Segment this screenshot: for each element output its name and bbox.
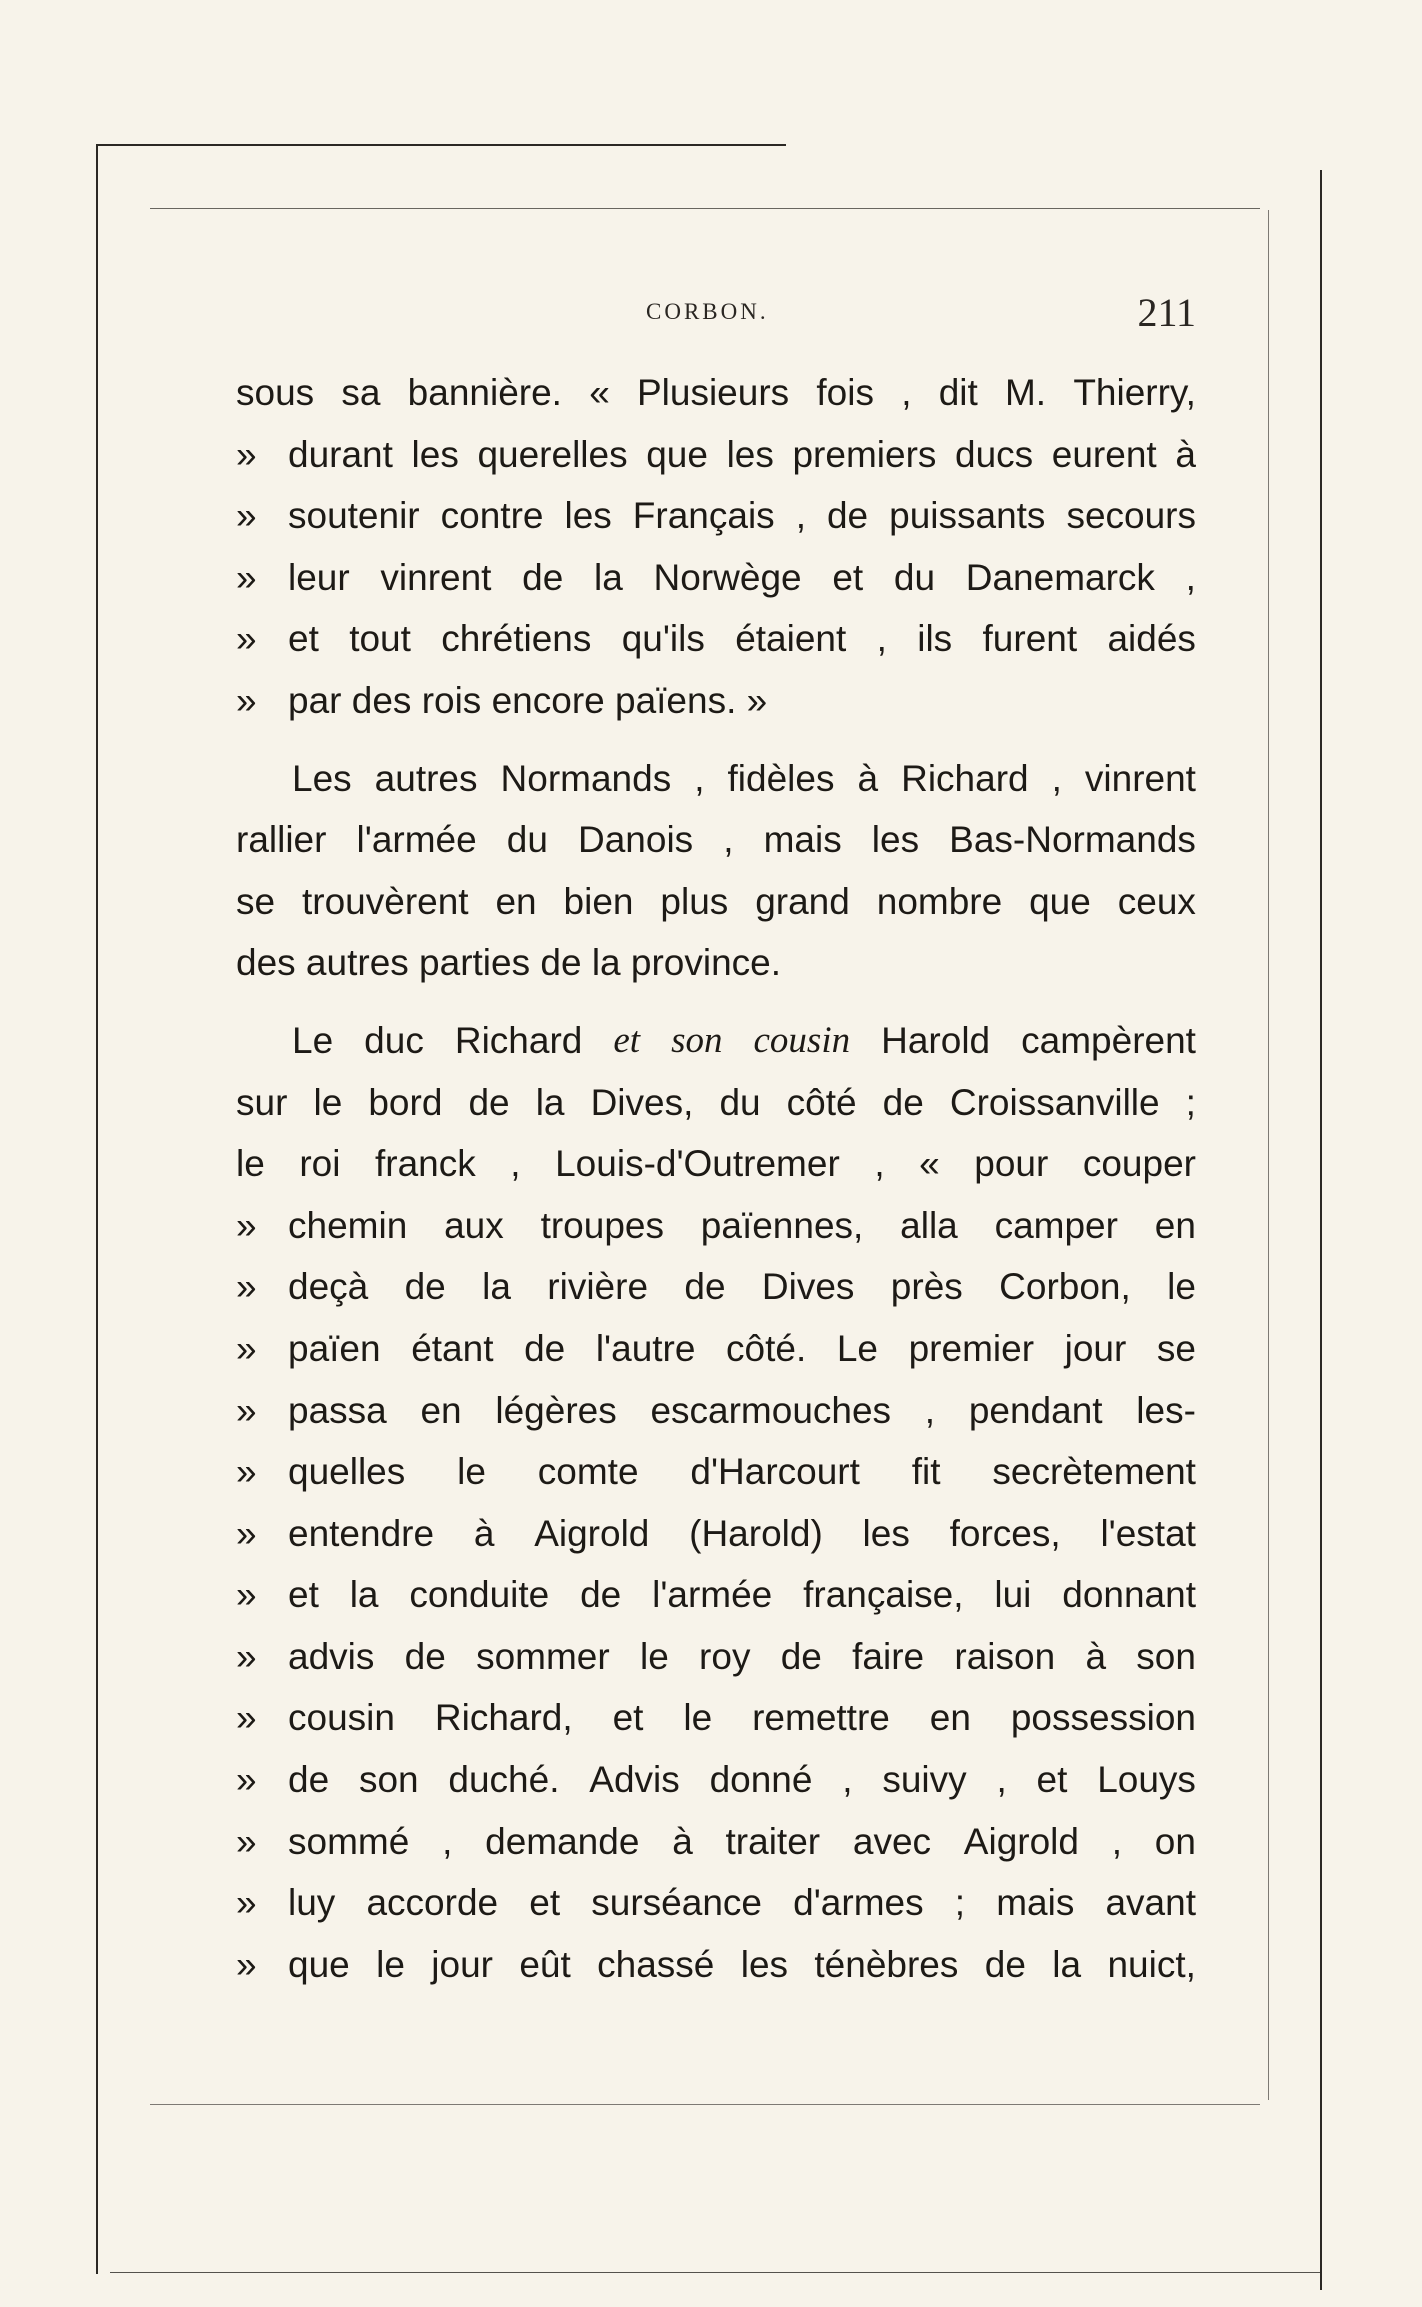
word: , (1051, 757, 1062, 799)
word: raison (954, 1635, 1056, 1677)
word: puissants (889, 495, 1046, 537)
line-text (288, 547, 1196, 609)
word: légères (495, 1389, 617, 1431)
word: , (874, 1143, 885, 1185)
word: en (1154, 1204, 1196, 1246)
word: avant (1105, 1882, 1196, 1924)
word: luy (288, 1882, 336, 1924)
text-line (236, 424, 1196, 486)
word: que (1029, 880, 1091, 922)
word: la (349, 1574, 379, 1616)
word: le (313, 1081, 343, 1123)
word: , (996, 1759, 1007, 1801)
page-number: 211 (1137, 290, 1196, 335)
word: furent (982, 618, 1078, 660)
word: Louis-d'Outremer (555, 1143, 840, 1185)
word: donnant (1062, 1574, 1196, 1616)
word: côté. (726, 1327, 807, 1369)
guillemet: » (236, 1635, 257, 1677)
word: nuict, (1107, 1943, 1196, 1985)
frame-line-top-inner (150, 208, 1260, 209)
line-text (288, 1749, 1196, 1811)
word: fit (911, 1451, 941, 1493)
word: deçà (288, 1266, 369, 1308)
line-text (288, 1380, 1196, 1442)
word: camper (994, 1204, 1118, 1246)
line-text: par des rois encore païens. » (288, 679, 768, 721)
guillemet: » (236, 1389, 257, 1431)
guillemet: » (236, 1204, 257, 1246)
word: qu'ils (621, 618, 705, 660)
frame-line-right-inner (1268, 210, 1269, 2100)
word: mais (996, 1882, 1075, 1924)
line-text (292, 1010, 1196, 1072)
word: premier (908, 1327, 1035, 1369)
text-line (236, 670, 1196, 732)
word: accorde (366, 1882, 499, 1924)
word: côté (786, 1081, 857, 1123)
word: sous (236, 372, 315, 413)
text-line (236, 1503, 1196, 1565)
word: ; (1185, 1081, 1196, 1123)
word: en (929, 1697, 971, 1739)
word: à (857, 757, 879, 799)
frame-line-left (96, 144, 98, 2274)
word: à (672, 1820, 693, 1862)
word: quelles (288, 1451, 406, 1493)
word: rivière (547, 1266, 649, 1308)
word: l'armée (652, 1574, 773, 1616)
guillemet: » (236, 1266, 257, 1308)
word: son (671, 1019, 723, 1061)
word: de (524, 1327, 566, 1369)
guillemet: » (236, 495, 257, 537)
word: de (468, 1081, 510, 1123)
line-text (236, 1072, 1196, 1134)
word: la (482, 1266, 511, 1308)
word: , (795, 495, 806, 537)
text-line (236, 1811, 1196, 1873)
word: que (646, 433, 708, 475)
word: jour (1064, 1327, 1127, 1369)
word: , (694, 757, 705, 799)
word: rallier (236, 819, 327, 861)
text-line (236, 1934, 1196, 1996)
word: de (882, 1081, 924, 1123)
line-text: des autres parties de la province. (236, 942, 782, 984)
word: de (984, 1943, 1026, 1985)
word: Plusieurs (636, 372, 790, 413)
line-text (288, 424, 1196, 486)
word: d'armes (793, 1882, 924, 1924)
text-line (236, 1687, 1196, 1749)
word: advis (288, 1635, 375, 1677)
word: à (1175, 433, 1196, 475)
word: en (495, 880, 537, 922)
word: son (1136, 1635, 1196, 1677)
word: française, (803, 1574, 964, 1616)
text-line (236, 748, 1196, 810)
word: ducs (955, 433, 1034, 475)
word: avec (852, 1820, 932, 1862)
line-text (288, 1503, 1196, 1565)
line-text (288, 1441, 1196, 1503)
word: vinrent (1084, 757, 1196, 799)
word: le (236, 1143, 265, 1185)
text-line (236, 1441, 1196, 1503)
line-text (236, 871, 1196, 933)
word: le (376, 1943, 405, 1985)
word: la (1052, 1943, 1082, 1985)
paragraph-gap (236, 994, 1196, 1010)
guillemet: » (236, 679, 257, 721)
line-text (236, 809, 1196, 871)
text-line (236, 1380, 1196, 1442)
word: bannière. (407, 372, 562, 413)
word: Norwège (653, 556, 802, 598)
line-text (288, 1872, 1196, 1934)
word: cousin (288, 1697, 395, 1739)
word: , (723, 819, 734, 861)
word: donné (709, 1759, 813, 1801)
word: bord (368, 1081, 443, 1123)
word: sur (236, 1081, 288, 1123)
word: Danemarck (965, 556, 1155, 598)
word: de (684, 1266, 726, 1308)
word: forces, (949, 1512, 1061, 1554)
line-text (236, 1133, 1196, 1195)
word: , (442, 1820, 453, 1862)
word: étant (411, 1327, 494, 1369)
word: le (639, 1635, 669, 1677)
word: couper (1082, 1143, 1196, 1185)
word: du (893, 556, 936, 598)
text-line (236, 871, 1196, 933)
word: franck (375, 1143, 476, 1185)
word: , (901, 372, 912, 413)
word: païen (288, 1327, 381, 1369)
word: Danois (577, 819, 694, 861)
word: Advis (589, 1759, 680, 1801)
word: plus (660, 880, 729, 922)
word: étaient (735, 618, 847, 660)
word: pour (974, 1143, 1049, 1185)
frame-line-bottom-inner (150, 2104, 1260, 2105)
text-line (236, 1133, 1196, 1195)
guillemet: » (236, 1697, 257, 1739)
word: surséance (591, 1882, 762, 1924)
word: païennes, (700, 1204, 864, 1246)
word: Aigrold (534, 1512, 650, 1554)
word: entendre (288, 1512, 435, 1554)
word: leur (288, 556, 350, 598)
word: la (535, 1081, 565, 1123)
word: et (288, 618, 319, 660)
paragraph-gap (236, 732, 1196, 748)
text-line (236, 1749, 1196, 1811)
word: de (404, 1266, 446, 1308)
word: les (726, 433, 774, 475)
word: pendant (968, 1389, 1103, 1431)
word: M. (1004, 372, 1047, 413)
word: et (288, 1574, 319, 1616)
body-text (236, 362, 1196, 1995)
line-text (288, 1564, 1196, 1626)
word: , (1185, 556, 1196, 598)
guillemet: » (236, 1882, 257, 1924)
word: près (890, 1266, 963, 1308)
guillemet: » (236, 1451, 257, 1493)
word: Français (632, 495, 775, 537)
word: « (589, 372, 610, 413)
word: et (832, 556, 864, 598)
word: (Harold) (689, 1512, 823, 1554)
text-line (236, 1256, 1196, 1318)
word: soutenir (288, 495, 420, 537)
word: les (564, 495, 612, 537)
word: tout (349, 618, 411, 660)
word: , (1111, 1820, 1123, 1862)
word: , (924, 1389, 936, 1431)
word: « (919, 1143, 940, 1185)
word: à (473, 1512, 495, 1554)
word: lui (994, 1574, 1032, 1616)
word: fidèles (727, 757, 835, 799)
word: passa (288, 1389, 387, 1431)
word: le (457, 1451, 486, 1493)
line-text (288, 1195, 1196, 1257)
frame-line-right (1320, 170, 1322, 2290)
word: fois (816, 372, 874, 413)
word: chemin (288, 1204, 408, 1246)
line-text (288, 1934, 1196, 1996)
word: faire (852, 1635, 925, 1677)
word: en (420, 1389, 462, 1431)
text-line (236, 932, 1196, 994)
word: suivy (882, 1759, 967, 1801)
frame-line-bottom-outer (110, 2272, 1322, 2273)
word: autres (374, 757, 478, 799)
text-line (236, 809, 1196, 871)
word: Harold (881, 1019, 991, 1061)
word: de (522, 556, 564, 598)
word: et (613, 1019, 641, 1061)
word: comte (537, 1451, 639, 1493)
line-text (288, 1626, 1196, 1688)
guillemet: » (236, 1820, 257, 1862)
line-text (288, 1256, 1196, 1318)
line-text (292, 748, 1196, 810)
word: sa (341, 372, 381, 413)
word: bien (563, 880, 634, 922)
word: que (288, 1943, 350, 1985)
word: possession (1010, 1697, 1196, 1739)
word: Normands (500, 757, 672, 799)
word: remettre (752, 1697, 890, 1739)
word: premiers (792, 433, 937, 475)
word: les (871, 819, 920, 861)
word: chassé (597, 1943, 715, 1985)
word: Richard, (434, 1697, 573, 1739)
guillemet: » (236, 1327, 257, 1369)
text-line (236, 1195, 1196, 1257)
guillemet: » (236, 1574, 257, 1616)
word: duc (364, 1019, 424, 1061)
word: , (876, 618, 887, 660)
word: roy (699, 1635, 751, 1677)
text-line (236, 1626, 1196, 1688)
text-line (236, 1072, 1196, 1134)
running-head: CORBON. (646, 299, 769, 324)
word: Dives, (590, 1081, 694, 1123)
word: les (411, 433, 459, 475)
text-line (236, 608, 1196, 670)
word: les (740, 1943, 789, 1985)
word: Les (292, 757, 352, 799)
line-text (288, 1687, 1196, 1749)
word: demande (485, 1820, 640, 1862)
word: conduite (409, 1574, 550, 1616)
word: , (842, 1759, 853, 1801)
word: ténèbres (814, 1943, 959, 1985)
word: à (1085, 1635, 1107, 1677)
word: sommer (476, 1635, 610, 1677)
frame-line-top-outer (96, 144, 786, 146)
word: eût (519, 1943, 571, 1985)
text-line (236, 547, 1196, 609)
text-line (236, 1564, 1196, 1626)
word: troupes (540, 1204, 664, 1246)
word: les- (1136, 1389, 1196, 1431)
word: du (719, 1081, 761, 1123)
word: grand (755, 880, 850, 922)
word: l'estat (1100, 1512, 1196, 1554)
guillemet: » (236, 1943, 257, 1985)
text-line (236, 485, 1196, 547)
word: se (1156, 1327, 1196, 1369)
word: jour (431, 1943, 493, 1985)
word: duché. (448, 1759, 560, 1801)
word: et (612, 1697, 644, 1739)
word: cousin (753, 1019, 851, 1061)
word: eurent (1051, 433, 1157, 475)
word: secours (1066, 495, 1196, 537)
word: Corbon, (999, 1266, 1131, 1308)
word: le (1167, 1266, 1196, 1308)
word: Bas-Normands (949, 819, 1196, 861)
word: vinrent (380, 556, 492, 598)
word: chrétiens (441, 618, 592, 660)
word: trouvèrent (301, 880, 469, 922)
line-text (236, 362, 1196, 424)
word: escarmouches (650, 1389, 892, 1431)
word: Louys (1097, 1759, 1196, 1801)
word: l'autre (595, 1327, 696, 1369)
guillemet: » (236, 1759, 257, 1801)
word: secrètement (992, 1451, 1196, 1493)
word: nombre (876, 880, 1003, 922)
word: de (826, 495, 869, 537)
word: Aigrold (963, 1820, 1079, 1862)
word: aidés (1107, 618, 1196, 660)
word: mais (763, 819, 842, 861)
line-text (288, 608, 1196, 670)
text-line (236, 1010, 1196, 1072)
word: d'Harcourt (690, 1451, 860, 1493)
word: durant (288, 433, 393, 475)
word: ; (954, 1882, 966, 1924)
word: se (236, 880, 276, 922)
word: Richard (901, 757, 1029, 799)
word: , (510, 1143, 521, 1185)
word: de (288, 1759, 330, 1801)
word: on (1154, 1820, 1196, 1862)
word: de (580, 1574, 622, 1616)
word: Richard (454, 1019, 583, 1061)
word: Croissanville (949, 1081, 1160, 1123)
word: Le (836, 1327, 879, 1369)
word: sommé (288, 1820, 410, 1862)
word: les (862, 1512, 910, 1554)
word: le (683, 1697, 713, 1739)
word: et (1036, 1759, 1068, 1801)
guillemet: » (236, 556, 257, 598)
word: la (594, 556, 623, 598)
line-text (288, 485, 1196, 547)
guillemet: » (236, 618, 257, 660)
word: et (529, 1882, 561, 1924)
word: Dives (761, 1266, 855, 1308)
text-line (236, 1872, 1196, 1934)
guillemet: » (236, 1512, 257, 1554)
line-text (288, 1318, 1196, 1380)
word: l'armée (356, 819, 477, 861)
word: traiter (725, 1820, 821, 1862)
line-text (288, 1811, 1196, 1873)
text-line (236, 362, 1196, 424)
word: du (506, 819, 548, 861)
guillemet: » (236, 433, 257, 475)
word: ils (917, 618, 953, 660)
word: querelles (477, 433, 628, 475)
word: de (780, 1635, 822, 1677)
word: alla (900, 1204, 958, 1246)
word: dit (938, 372, 978, 413)
word: de (404, 1635, 446, 1677)
word: roi (299, 1143, 341, 1185)
word: son (358, 1759, 419, 1801)
page-header (236, 290, 1196, 335)
word: Thierry, (1073, 372, 1196, 413)
word: Le (292, 1019, 334, 1061)
text-line (236, 1318, 1196, 1380)
word: aux (444, 1204, 504, 1246)
word: contre (440, 495, 544, 537)
word: ceux (1117, 880, 1196, 922)
word: campèrent (1021, 1019, 1196, 1061)
